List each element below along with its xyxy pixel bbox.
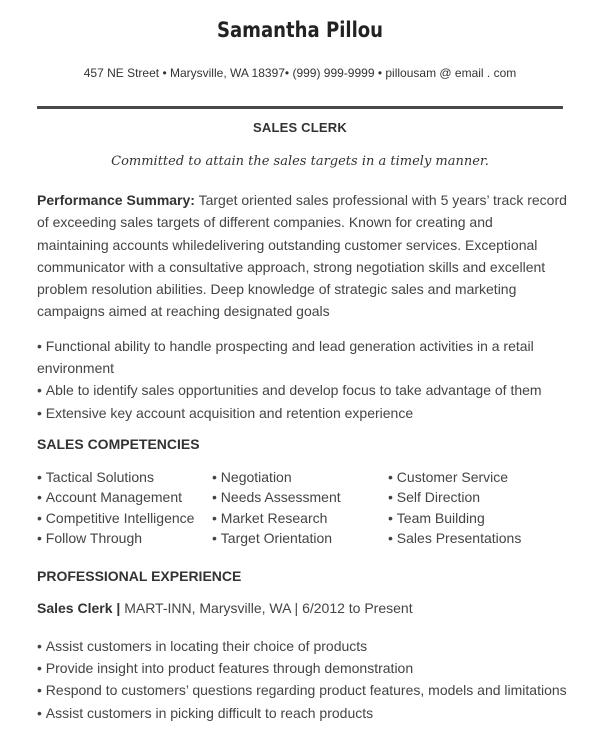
list-item: • Assist customers in locating their choice of products (37, 635, 567, 657)
position-title: Sales Clerk | (37, 600, 121, 616)
list-item: • Competitive Intelligence (37, 508, 194, 528)
list-item: • Able to identify sales opportunities and develop focus to take advantage of them (37, 379, 557, 401)
summary-text: Target oriented sales professional with 5 years’ track record of exceeding sales targets of different companies. Known for creating and maintaining accounts whiledelivering outstanding customer services. Exceptional communicator with a consultative approach, strong negotiation skills and excellent problem resolution abilities. Deep knowledge of strategic sales and marketing campaigns aimed at reaching designated goals (37, 192, 567, 320)
list-item: • Follow Through (37, 528, 194, 548)
list-item: • Target Orientation (212, 528, 341, 548)
list-item: • Team Building (388, 508, 521, 528)
competencies-column-3 (388, 467, 521, 548)
header-divider (37, 106, 563, 109)
list-item: • Provide insight into product features through demonstration (37, 657, 567, 679)
list-item: • Self Direction (388, 487, 521, 507)
list-item: • Assist customers in picking difficult to reach products (37, 702, 567, 724)
list-item: • Respond to customers’ questions regarding product features, models and limitations (37, 679, 567, 701)
performance-summary (37, 189, 567, 323)
list-item: • Extensive key account acquisition and retention experience (37, 402, 557, 424)
summary-label: Performance Summary: (37, 192, 195, 208)
duties-list (37, 635, 567, 724)
highlights-list (37, 335, 557, 424)
list-item: • Functional ability to handle prospecting and lead generation activities in a retail environment (37, 335, 557, 379)
list-item: • Customer Service (388, 467, 521, 487)
list-item: • Market Research (212, 508, 341, 528)
job-title: SALES CLERK (253, 120, 347, 135)
list-item: • Tactical Solutions (37, 467, 194, 487)
list-item: • Negotiation (212, 467, 341, 487)
candidate-name: Samantha Pillou (216, 18, 384, 42)
list-item: • Sales Presentations (388, 528, 521, 548)
competencies-heading: SALES COMPETENCIES (37, 436, 200, 452)
competencies-column-2 (212, 467, 341, 548)
contact-info: 457 NE Street • Marysville, WA 18397• (999) 999-9999 • pillousam @ email . com (83, 66, 517, 80)
position-details: MART-INN, Marysville, WA | 6/2012 to Present (120, 600, 413, 616)
list-item: • Account Management (37, 487, 194, 507)
competencies-column-1 (37, 467, 194, 548)
list-item: • Needs Assessment (212, 487, 341, 507)
experience-heading: PROFESSIONAL EXPERIENCE (37, 568, 242, 584)
objective-statement: Committed to attain the sales targets in a timely manner. (111, 154, 489, 169)
position-line (37, 600, 413, 616)
